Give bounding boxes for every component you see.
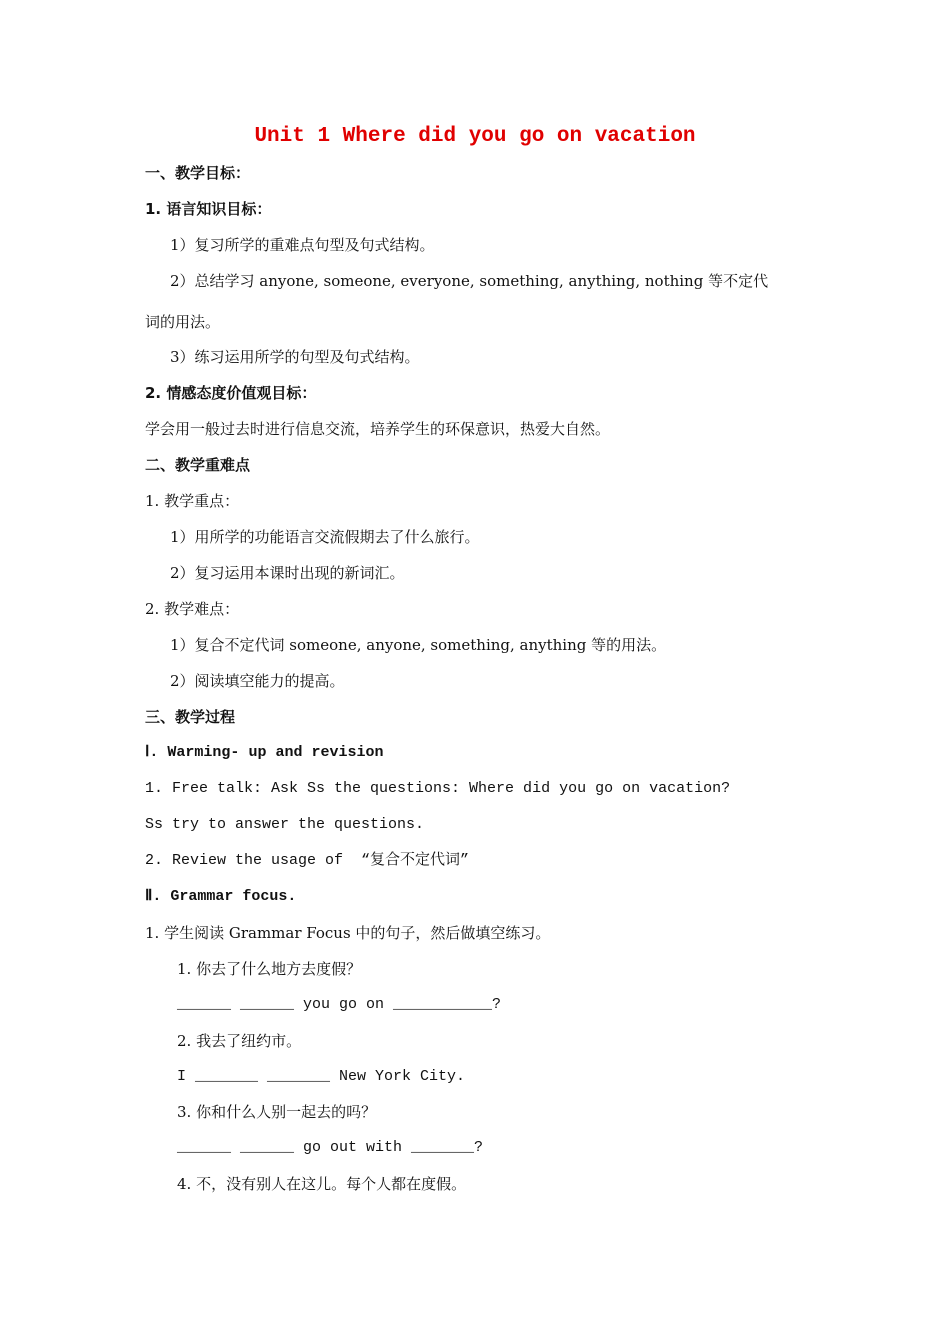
exercise-item-2-chinese: 2. 我去了纽约市。: [177, 1032, 302, 1050]
difficult-point-item-2: 2）阅读填空能力的提高。: [170, 672, 345, 690]
objective-item-2: 2）总结学习 anyone, someone, everyone, something, anything, nothing 等不定代: [170, 272, 769, 290]
subheading-language-knowledge: 1. 语言知识目标：: [145, 200, 272, 218]
subheading-difficult-points: 2. 教学难点：: [145, 600, 240, 618]
section-heading-process: 三、教学过程: [145, 708, 236, 726]
exercise-item-4-chinese: 4. 不，没有别人在这儿。每个人都在度假。: [177, 1175, 467, 1193]
key-point-item-1: 1）用所学的功能语言交流假期去了什么旅行。: [170, 528, 480, 546]
step-heading-warming-up: Ⅰ. Warming- up and revision: [145, 744, 384, 761]
exercise-item-2-blank: I _______ _______ New York City.: [177, 1068, 466, 1085]
exercise-item-3-chinese: 3. 你和什么人别一起去的吗？: [177, 1103, 377, 1121]
difficult-point-item-1: 1）复合不定代词 someone, anyone, something, anything 等的用法。: [170, 636, 667, 654]
objective-item-2-continued: 词的用法。: [145, 313, 221, 331]
warming-up-item-2: 2. Review the usage of “复合不定代词”: [145, 852, 470, 869]
exercise-item-1-blank: ______ ______ you go on ___________?: [177, 996, 502, 1013]
warming-up-item-1: 1. Free talk: Ask Ss the questions: Where did you go on vacation?: [145, 780, 731, 797]
warming-up-item-1-continued: Ss try to answer the questions.: [145, 816, 425, 833]
exercise-item-1-chinese: 1. 你去了什么地方去度假？: [177, 960, 362, 978]
grammar-focus-instruction: 1. 学生阅读 Grammar Focus 中的句子，然后做填空练习。: [145, 924, 551, 942]
section-heading-objectives: 一、教学目标：: [145, 164, 251, 182]
objective-item-1: 1）复习所学的重难点句型及句式结构。: [170, 236, 435, 254]
key-point-item-2: 2）复习运用本课时出现的新词汇。: [170, 564, 405, 582]
section-heading-key-points: 二、教学重难点: [145, 456, 251, 474]
subheading-emotional-attitude: 2. 情感态度价值观目标：: [145, 384, 317, 402]
emotional-objective-text: 学会用一般过去时进行信息交流，培养学生的环保意识，热爱大自然。: [145, 420, 611, 438]
objective-item-3: 3）练习运用所学的句型及句式结构。: [170, 348, 420, 366]
step-heading-grammar-focus: Ⅱ. Grammar focus.: [145, 888, 297, 905]
document-title: Unit 1 Where did you go on vacation: [254, 125, 696, 148]
exercise-item-3-blank: ______ ______ go out with _______?: [177, 1139, 484, 1156]
subheading-key-points: 1. 教学重点：: [145, 492, 240, 510]
